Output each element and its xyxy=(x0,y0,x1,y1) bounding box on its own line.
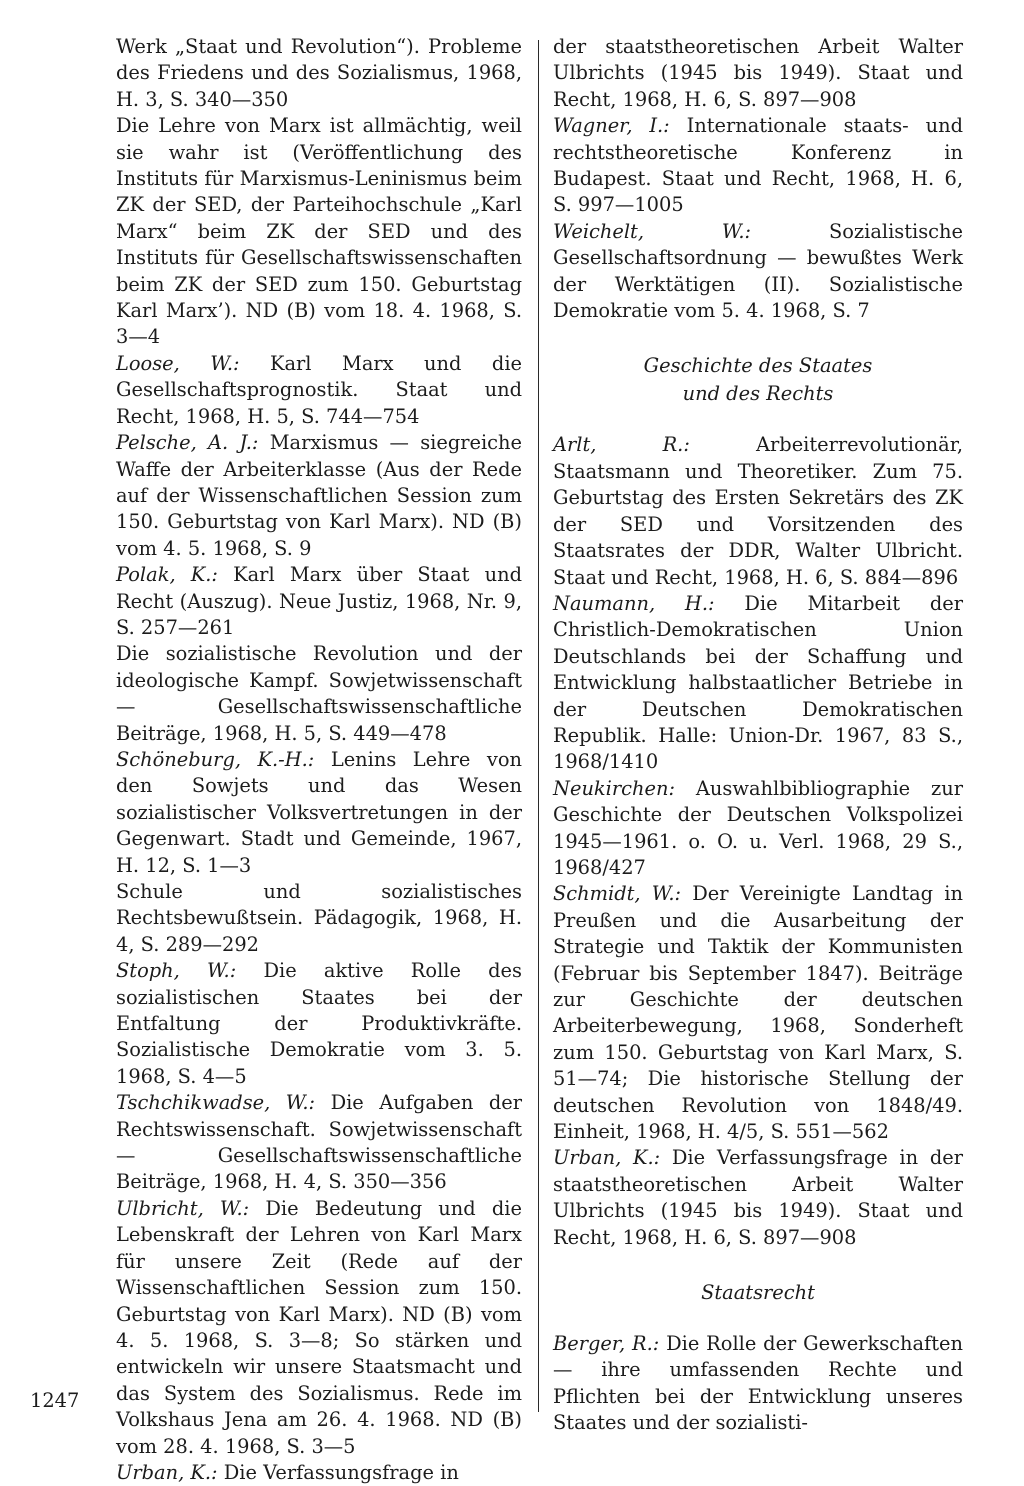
entry-text: der staatstheoretischen Arbeit Walter Ulbrichts (1945 bis 1949). Staat und Recht, 1968, H. 6, S. 897—908 xyxy=(553,35,963,111)
bib-entry xyxy=(553,113,963,219)
page-number: 1247 xyxy=(30,1389,80,1412)
bib-entry xyxy=(553,219,963,325)
entry-author: Neukirchen: xyxy=(553,776,675,800)
bib-entry xyxy=(116,34,522,113)
entry-author: Arlt, R.: xyxy=(553,433,690,457)
entry-text: Werk „Staat und Revolution“). Probleme des Friedens und des Sozialismus, 1968, H. 3, S. 340—350 xyxy=(116,35,522,111)
entry-author: Polak, K.: xyxy=(116,563,218,587)
entry-text: Die Aufgaben der Rechtswissenschaft. Sowjetwissenschaft — Gesellschaftswissenschaftliche Beiträge, 1968, H. 4, S. 350—356 xyxy=(116,1091,522,1194)
entry-author: Schöneburg, K.-H.: xyxy=(116,747,315,771)
entry-text: Die Bedeutung und die Lebenskraft der Lehren von Karl Marx für unsere Zeit (Rede auf der Wissenschaftlichen Session zum 150. Geburtstag von Karl Marx). ND (B) vom 4. 5. 1968, S. 3—8; So stärken und entwickeln wir unsere Staatsmacht und das System des Sozialismus. Rede im Volkshaus Jena am 26. 4. 1968. ND (B) vom 28. 4. 1968, S. 3—5 xyxy=(116,1196,522,1458)
bib-entry xyxy=(553,432,963,590)
bib-entry xyxy=(116,1090,522,1196)
entry-text: Die Verfassungsfrage in xyxy=(223,1460,459,1484)
entry-author: Wagner, I.: xyxy=(553,114,670,138)
entry-author: Schmidt, W.: xyxy=(553,882,682,906)
bib-entry xyxy=(553,1331,963,1437)
entry-text: Die sozialistische Revolution und der ideologische Kampf. Sowjetwissenschaft — Gesellschaftswissenschaftliche Beiträge, 1968, H. 5, S. 449—478 xyxy=(116,642,522,745)
bib-entry xyxy=(116,351,522,430)
entry-author: Urban, K.: xyxy=(116,1460,218,1484)
entry-text: Karl Marx über Staat und Recht (Auszug). Neue Justiz, 1968, Nr. 9, S. 257—261 xyxy=(116,563,522,639)
bib-entry xyxy=(116,879,522,958)
entry-text: Marxismus — siegreiche Waffe der Arbeiterklasse (Aus der Rede auf der Wissenschaftlichen Session zum 150. Geburtstag von Karl Marx). ND (B) vom 4. 5. 1968, S. 9 xyxy=(116,431,523,560)
entry-text: Arbeiterrevolutionär, Staatsmann und Theoretiker. Zum 75. Geburtstag des Ersten Sekretärs des ZK der SED und Vorsitzenden des Staatsrates der DDR, Walter Ulbricht. Staat und Recht, 1968, H. 6, S. 884—896 xyxy=(553,433,963,589)
column-divider xyxy=(538,40,539,1412)
entry-text: Die aktive Rolle des sozialistischen Staates bei der Entfaltung der Produktivkräfte. Sozialistische Demokratie vom 3. 5. 1968, S. 4—5 xyxy=(116,959,522,1088)
bib-entry xyxy=(116,1196,522,1460)
bib-entry xyxy=(553,881,963,1145)
bib-entry xyxy=(553,34,963,113)
entry-text: Internationale staats- und rechtstheoretische Konferenz in Budapest. Staat und Recht, 1968, H. 6, S. 997—1005 xyxy=(553,114,963,217)
entry-text: Karl Marx und die Gesellschaftsprognostik. Staat und Recht, 1968, H. 5, S. 744—754 xyxy=(116,351,522,428)
entry-text: Sozialistische Gesellschaftsordnung — bewußtes Werk der Werktätigen (II). Sozialistische Demokratie vom 5. 4. 1968, S. 7 xyxy=(553,219,963,323)
bib-entry xyxy=(553,776,963,882)
entry-author: Berger, R.: xyxy=(553,1332,660,1356)
entry-text: Schule und sozialistisches Rechtsbewußtsein. Pädagogik, 1968, H. 4, S. 289—292 xyxy=(116,880,522,956)
entry-author: Pelsche, A. J.: xyxy=(116,431,259,455)
entry-text: Die Lehre von Marx ist allmächtig, weil sie wahr ist (Veröffentlichung des Instituts für Marxismus-Leninismus beim ZK der SED, der Parteihochschule „Karl Marx“ beim ZK der SED und des Instituts für Gesellschaftswissenschaften beim ZK der SED zum 150. Geburtstag Karl Marx’). ND (B) vom 18. 4. 1968, S. 3—4 xyxy=(116,114,522,349)
bib-entry xyxy=(116,1460,522,1486)
entry-text: Die Mitarbeit der Christlich-Demokratischen Union Deutschlands bei der Schaffung und Entwicklung halbstaatlicher Betriebe in der Deutschen Demokratischen Republik. Halle: Union-Dr. 1967, 83 S., 1968/1410 xyxy=(553,591,963,774)
entry-text: Auswahlbibliographie zur Geschichte der Deutschen Volkspolizei 1945—1961. o. O. u. Verl. 1968, 29 S., 1968/427 xyxy=(553,776,963,879)
entry-text: Die Verfassungsfrage in der staatstheoretischen Arbeit Walter Ulbrichts (1945 bis 1949). Staat und Recht, 1968, H. 6, S. 897—908 xyxy=(553,1146,963,1249)
entry-text: Die Rolle der Gewerkschaften — ihre umfassenden Rechte und Pflichten bei der Entwicklung unseres Staates und der sozialisti- xyxy=(553,1332,963,1435)
entry-author: Tschchikwadse, W.: xyxy=(116,1091,316,1115)
bib-entry xyxy=(553,1145,963,1251)
bib-entry xyxy=(116,562,522,641)
right-column xyxy=(553,34,963,1437)
left-column xyxy=(116,34,522,1486)
entry-author: Urban, K.: xyxy=(553,1146,661,1170)
entry-author: Ulbricht, W.: xyxy=(116,1196,250,1220)
entry-author: Loose, W.: xyxy=(116,351,240,375)
entry-text: Der Vereinigte Landtag in Preußen und die Ausarbeitung der Strategie und Taktik der Kommunisten (Februar bis September 1847). Beiträge zur Geschichte der deutschen Arbeiterbewegung, 1968, Sonderheft zum 150. Geburtstag von Karl Marx, S. 51—74; Die historische Stellung der deutschen Revolution von 1848/49. Einheit, 1968, H. 4/5, S. 551—562 xyxy=(553,882,963,1144)
bib-entry xyxy=(116,641,522,747)
bib-entry xyxy=(553,591,963,776)
heading-line: und des Rechts xyxy=(682,382,834,406)
entry-text: Lenins Lehre von den Sowjets und das Wesen sozialistischer Volksvertretungen in der Gegenwart. Stadt und Gemeinde, 1967, H. 12, S. 1—3 xyxy=(116,747,522,877)
entry-author: Naumann, H.: xyxy=(553,591,715,615)
heading-line: Geschichte des Staates xyxy=(643,354,873,378)
heading-line: Staatsrecht xyxy=(701,1281,815,1305)
section-heading-history xyxy=(553,352,963,408)
section-heading-staatsrecht xyxy=(553,1279,963,1307)
bib-entry xyxy=(116,113,522,351)
bib-entry xyxy=(116,958,522,1090)
entry-author: Weichelt, W.: xyxy=(553,219,752,243)
entry-author: Stoph, W.: xyxy=(116,959,237,983)
bib-entry xyxy=(116,747,522,879)
bib-entry xyxy=(116,430,522,562)
